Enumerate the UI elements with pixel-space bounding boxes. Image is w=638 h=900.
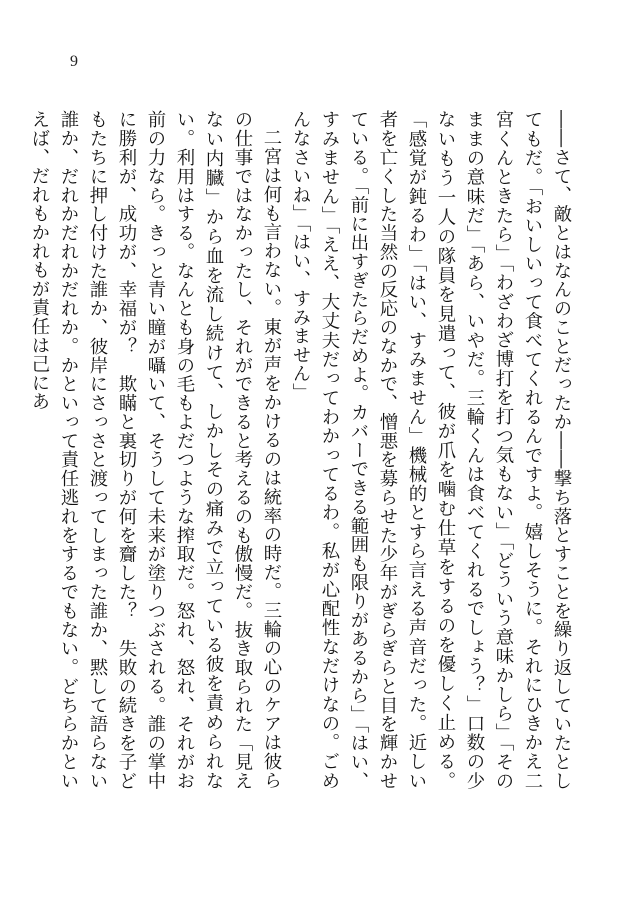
paragraph-2: 二宮は何も言わない。東が声をかけるのは統率の時だ。三輪の心のケアは彼らの仕事ではなかったし、それができると考えるのも傲慢だ。抜き取られた「見えない内臓」から血を流し続けて、しかしその痛みで立っている彼を責められない。利用はする。なんとも身の毛もよだつような搾取だ。怒れ、怒れ、それがお前の力なら。きっと青い瞳が囁いて、そうして未来が塗りつぶされる。誰の掌中に勝利が、成功が、幸福が？ 欺瞞と裏切りが何を齎した？ 失敗の続きを子どもたちに押し付けた誰か、彼岸にさっさと渡ってしまった誰か、黙して語らない誰か、だれかだれかだれか。かといって責任逃れをするでもない。どちらかといえば、だれもかれもが責任は己にあ — [29, 110, 282, 790]
paragraph-1: ――さて、敵とはなんのことだったか――撃ち落とすことを繰り返していたとしてもだ。「おいしいって食べてくれるんですよ。嬉しそうに。それにひきかえ二宮くんときたら」「わざわざ博打を打つ気もない」「どういう意味かしら」「そのままの意味だ」「あら、いやだ。三輪くんは食べてくれるでしょう？」口数の少ないもう一人の隊員を見遣って、彼が爪を噛む仕草をするのを優しく止める。「感覚が鈍るわ」「はい、すみません」機械的とすら言える声音だった。近しい者を亡くした当然の反応のなかで、憎悪を募らせた少年がぎらぎらと目を輝かせている。「前に出すぎたらだめよ。カバーできる範囲も限りがあるから」「はい、すみません」「ええ、大丈夫だってわかってるわ。私が心配性なだけなの。ごめんなさいね」「はい、すみません」 — [290, 110, 572, 790]
vertical-text-body — [29, 110, 576, 790]
page-number: 9 — [70, 53, 78, 70]
